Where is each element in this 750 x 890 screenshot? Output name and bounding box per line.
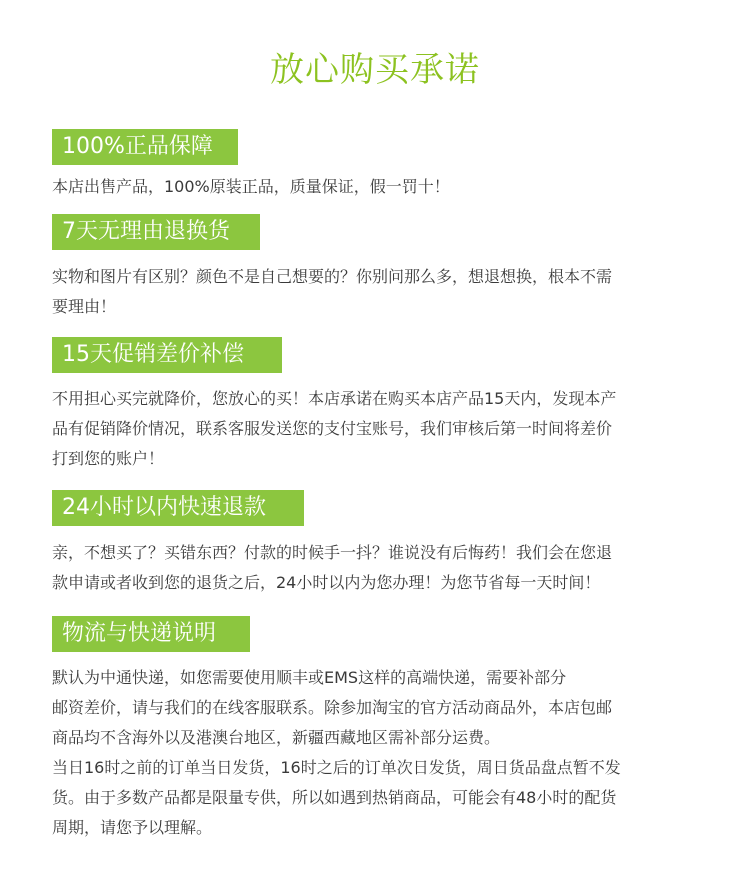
section-body-line: 打到您的账户！ [52, 449, 165, 468]
section-body-line: 款申请或者收到您的退货之后，24小时以内为您办理！为您节省每一天时间！ [52, 573, 601, 592]
section-body-line: 商品均不含海外以及港澳台地区，新疆西藏地区需补部分运费。 [52, 728, 501, 747]
section-body-line: 实物和图片有区别？颜色不是自己想要的？你别问那么多，想退想换，根本不需 [52, 267, 613, 286]
section-body-line: 本店出售产品，100%原装正品，质量保证，假一罚十！ [52, 177, 450, 196]
section-body-line: 默认为中通快递，如您需要使用顺丰或EMS这样的高端快递，需要补部分 [52, 668, 567, 687]
section-body-7day-return [52, 262, 712, 322]
section-body-line: 品有促销降价情况，联系客服发送您的支付宝账号，我们审核后第一时间将差价 [52, 419, 613, 438]
section-body-fast-refund [52, 538, 712, 598]
section-body-price-protection [52, 384, 712, 474]
section-body-line: 不用担心买完就降价，您放心的买！本店承诺在购买本店产品15天内，发现本产 [52, 389, 617, 408]
section-body-line: 货。由于多数产品都是限量专供，所以如遇到热销商品，可能会有48小时的配货 [52, 788, 617, 807]
section-heading-genuine-guarantee: 100%正品保障 [52, 129, 238, 165]
section-body-line: 要理由！ [52, 297, 117, 316]
section-body-shipping-info [52, 663, 712, 843]
section-body-genuine-guarantee [52, 172, 712, 202]
page-title: 放心购买承诺 [270, 50, 480, 90]
section-body-line: 当日16时之前的订单当日发货，16时之后的订单次日发货，周日货品盘点暂不发 [52, 758, 621, 777]
section-heading-price-protection: 15天促销差价补偿 [52, 337, 282, 373]
section-body-line: 周期，请您予以理解。 [52, 818, 213, 837]
section-heading-7day-return: 7天无理由退换货 [52, 214, 260, 250]
section-heading-fast-refund: 24小时以内快速退款 [52, 490, 304, 526]
section-heading-shipping-info: 物流与快递说明 [52, 616, 250, 652]
section-body-line: 亲，不想买了？买错东西？付款的时候手一抖？谁说没有后悔药！我们会在您退 [52, 543, 613, 562]
section-body-line: 邮资差价，请与我们的在线客服联系。除参加淘宝的官方活动商品外，本店包邮 [52, 698, 613, 717]
